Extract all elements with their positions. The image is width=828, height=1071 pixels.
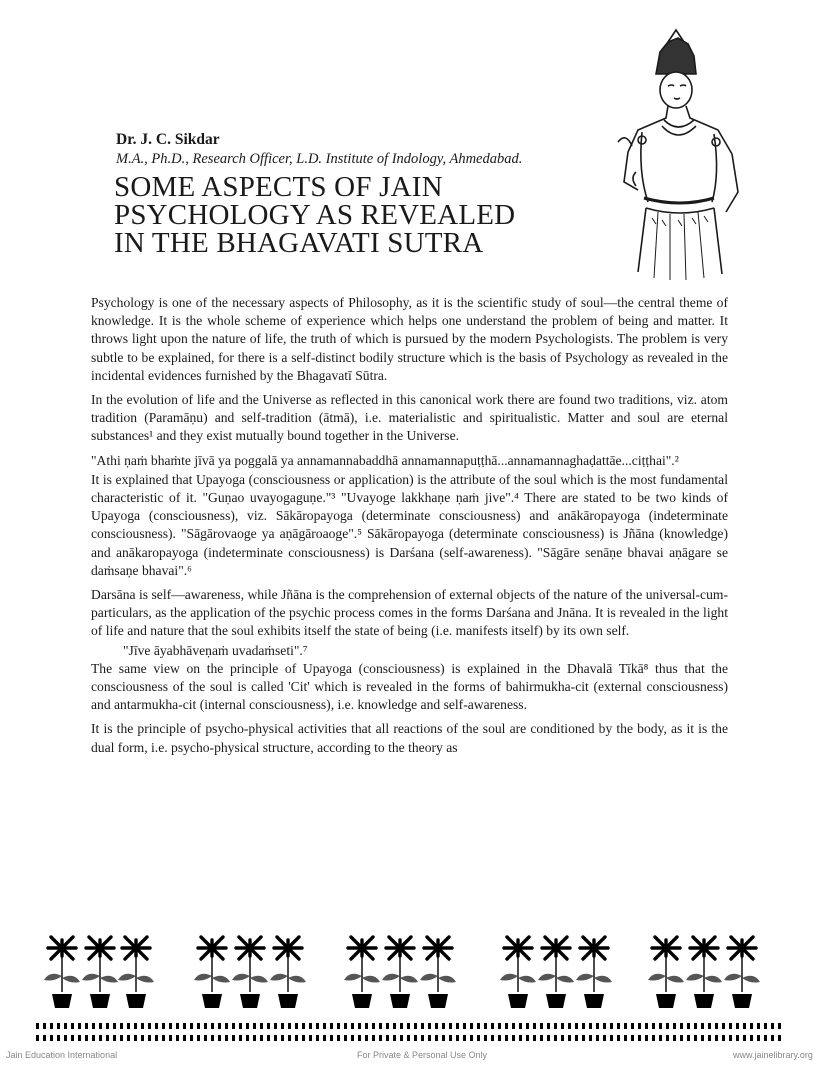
title-line: IN THE BHAGAVATI SUTRA [114,227,484,259]
title-line: SOME ASPECTS OF JAIN [114,171,443,203]
paragraph: Psychology is one of the necessary aspects of Philosophy, as it is the scientific study of soul—the central theme of knowledge. It is the whole scheme of experience which helps one understand the problem of being and matter. It throws light upon the nature of life, the truth of which is pursued by the modern Psychologists. The problem is very subtle to be explained, for there is a self-distinct bodily structure which is the basis of Psychology as revealed in the incidental evidences furnished by the Bhagavatī Sūtra. [91,295,728,383]
footer-left-credit: Jain Education International [6,1050,118,1060]
footer-website-link[interactable]: www.jainelibrary.org [733,1050,813,1060]
quotation: "Jīve āyabhāveṇaṁ uvadaṁseti".⁷ [123,642,308,658]
paragraph: Darsāna is self—awareness, while Jñāna is the comprehension of external objects of the nature of the universal-cum-particulars, as the application of the psychic process comes in the forms Darśana and Jnāna. It is revealed in the light of life and nature that the soul exhibits itself the state of being (i.e. manifests itself) by its own self. [91,587,728,639]
article-title [114,173,515,257]
paragraph: In the evolution of life and the Universe as reflected in this canonical work there are found two traditions, viz. atom tradition (Paramāṇu) and self-tradition (ātmā), i.e. materialistic and spiritualistic. Matter and soul are eternal substances¹ and they exist mutually bound together in the Universe. [91,392,728,444]
title-line: PSYCHOLOGY AS REVEALED [114,199,516,231]
author-name: Dr. J. C. Sikdar [116,131,220,148]
footer-center-notice: For Private & Personal Use Only [357,1050,488,1060]
paragraph: It is explained that Upayoga (consciousness or application) is the attribute of the soul which is the most fundamental characteristic of it. "Guṇao uvayogaguṇe."³ "Uvayoge lakkhaṇe ṇaṁ jive".⁴ There are stated to be two kinds of Upayoga (consciousness), viz. Sākāropayoga (determinate consciousness) and anākāropayoga (indeterminate consciousness). "Sāgārovaoge ya aṇāgāroaoge".⁵ Sākāropayoga (determinate consciousness) is Jñāna (knowledge) and anākaropayoga (indeterminate consciousness) is Darśana (self-awareness). "Sāgāre senāṇe bhavai aṇāgare se daṁsaṇe bhavai".⁶ [91,471,728,578]
decorative-footer-border [30,930,800,1050]
paragraph: It is the principle of psycho-physical activities that all reactions of the soul are conditioned by the body, as it is the dual form, i.e. psycho-physical structure, according to the theory as [91,721,728,755]
quotation: "Athi ṇaṁ bhaṁte jīvā ya poggalā ya annamannabaddhā annamannapuṭṭhā...annamannaghaḍattāe...ciṭṭhai".² [91,452,679,468]
paragraph: The same view on the principle of Upayoga (consciousness) is explained in the Dhavalā Tīkā⁸ thus that the consciousness of the soul is called 'Cit' which is revealed in the forms of bahirmukha-cit (external consciousness) and antarmukha-cit (internal consciousness), i.e. knowledge and self-awareness. [91,660,728,713]
article-body [91,294,728,763]
author-affiliation: M.A., Ph.D., Research Officer, L.D. Institute of Indology, Ahmedabad. [116,151,523,167]
deity-illustration [598,22,758,282]
